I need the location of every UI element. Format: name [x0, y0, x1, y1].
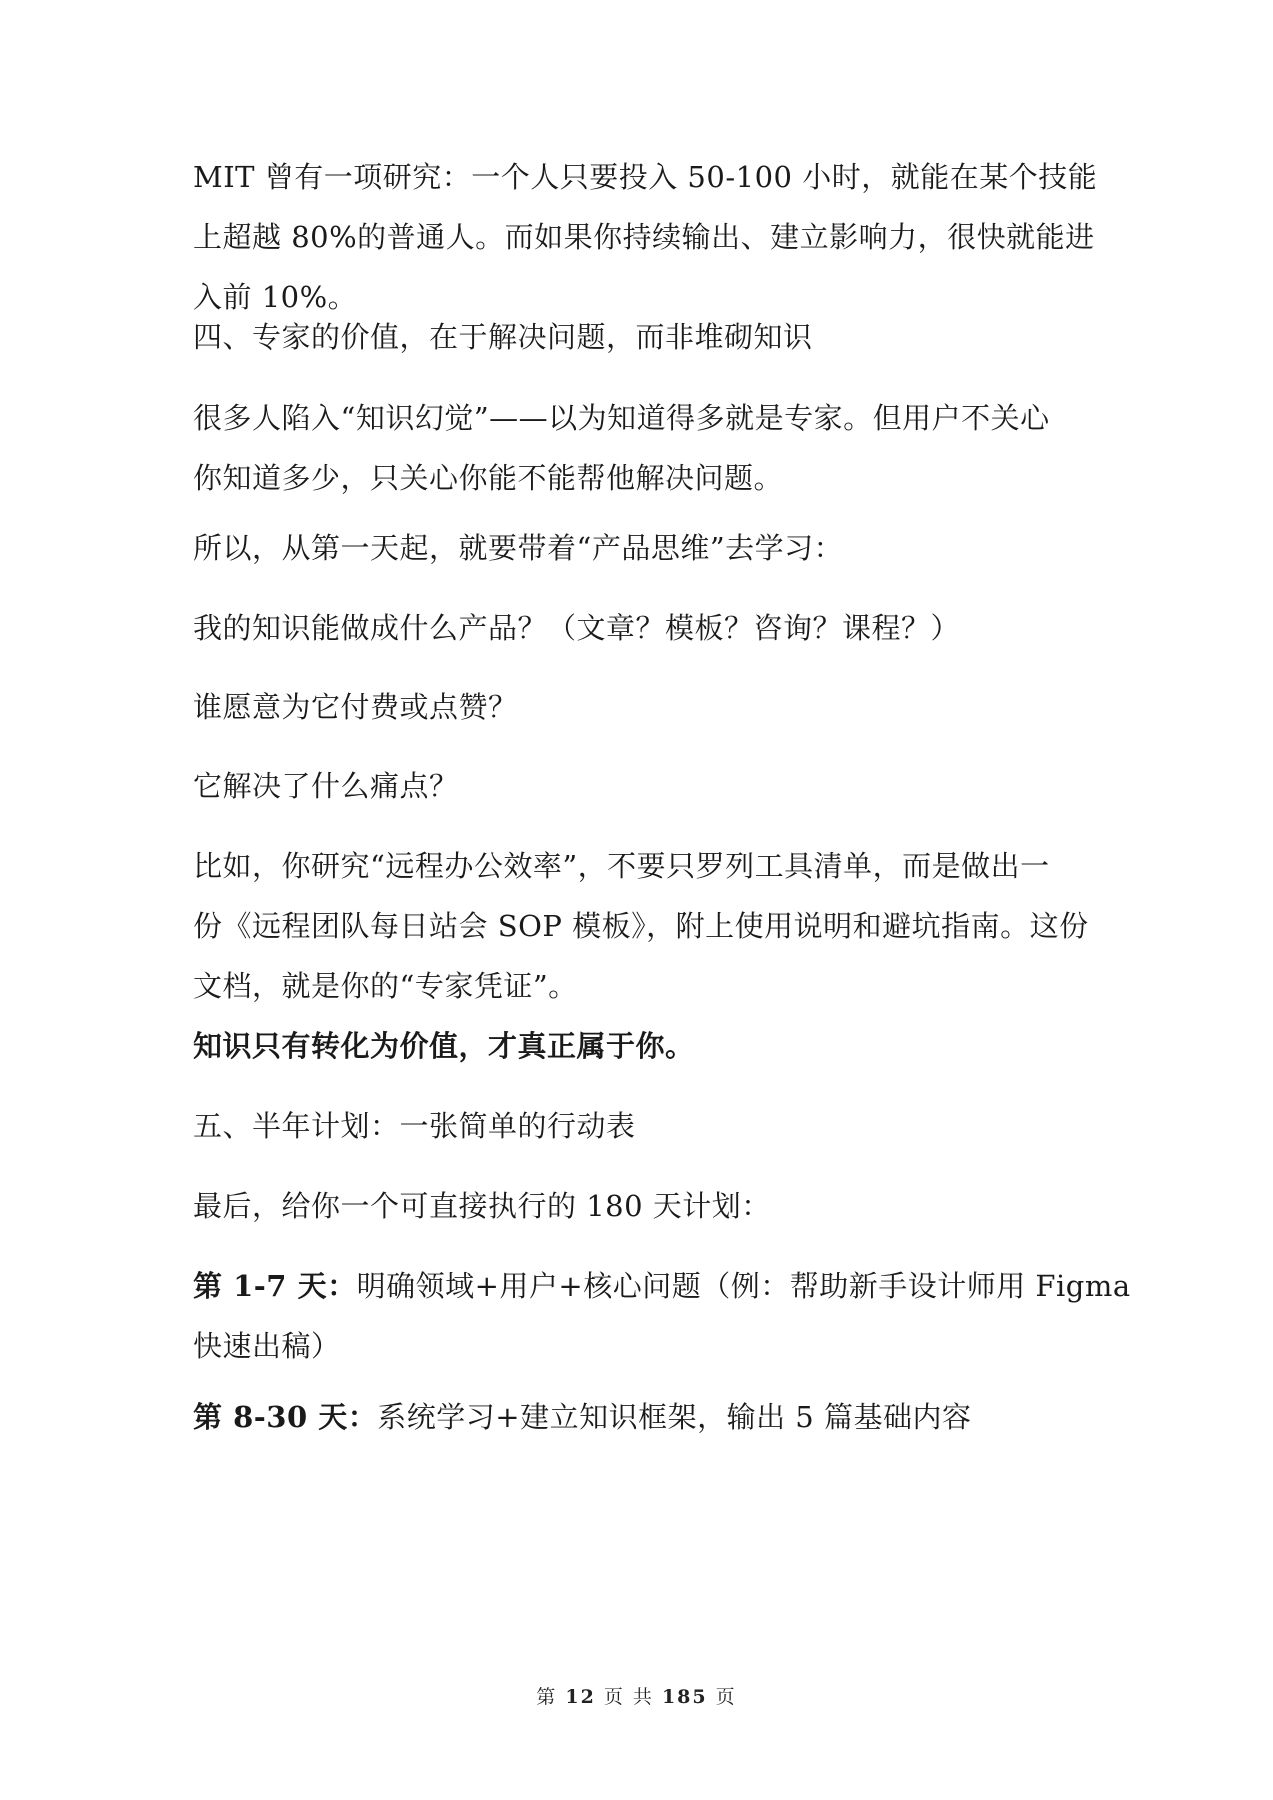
paragraph-question-pay: 谁愿意为它付费或点赞？ — [193, 690, 518, 724]
page-footer: 第 12 页 共 185 页 — [536, 1686, 737, 1708]
paragraph-question-pain: 它解决了什么痛点？ — [193, 769, 459, 803]
plan-item-label: 第 1-7 天： — [193, 1269, 357, 1303]
paragraph-mit-study: MIT 曾有一项研究：一个人只要投入 50-100 小时，就能在某个技能 上超越 80%的普通人。而如果你持续输出、建立影响力，很快就能进 入前 10%。 — [193, 160, 1098, 314]
total-page-count: 185 — [661, 1686, 708, 1708]
paragraph-knowledge-illusion: 很多人陷入“知识幻觉”——以为知道得多就是专家。但用户不关心 你知道多少，只关心你能不能帮他解决问题。 — [193, 401, 1050, 495]
current-page-number: 12 — [565, 1686, 596, 1708]
paragraph-question-product: 我的知识能做成什么产品？（文章？模板？咨询？课程？） — [193, 611, 961, 645]
paragraph-bold-emphasis: 知识只有转化为价值，才真正属于你。 — [193, 1029, 695, 1063]
paragraph-plan-intro: 最后，给你一个可直接执行的 180 天计划： — [193, 1189, 771, 1223]
section-heading-4: 四、专家的价值，在于解决问题，而非堆砌知识 — [193, 320, 813, 354]
paragraph-product-thinking: 所以，从第一天起，就要带着“产品思维”去学习： — [193, 531, 844, 565]
plan-item-label: 第 8-30 天： — [193, 1400, 378, 1434]
plan-item-day-1-7: 第 1-7 天：明确领域+用户+核心问题（例：帮助新手设计师用 Figma 快速出稿） — [193, 1269, 1131, 1363]
paragraph-example: 比如，你研究“远程办公效率”，不要只罗列工具清单，而是做出一 份《远程团队每日站会 SOP 模板》，附上使用说明和避坑指南。这份 文档，就是你的“专家凭证”。 — [193, 849, 1089, 1003]
section-heading-5: 五、半年计划：一张简单的行动表 — [193, 1109, 636, 1143]
plan-item-day-8-30: 第 8-30 天：系统学习+建立知识框架，输出 5 篇基础内容 — [193, 1400, 972, 1434]
